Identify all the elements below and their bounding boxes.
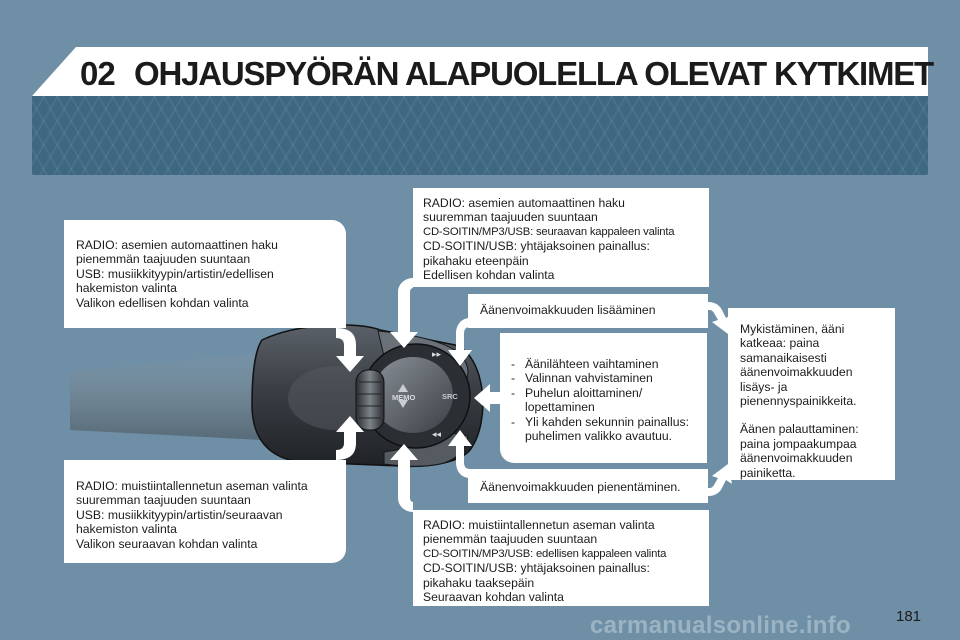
callout-line: Äänenvoimakkuuden lisääminen bbox=[480, 303, 656, 317]
callout-line: pikahaku taaksepäin bbox=[423, 575, 535, 590]
callout-volume-down bbox=[468, 469, 708, 503]
callout-line: Valikon edellisen kohdan valinta bbox=[76, 295, 249, 310]
list-item-line: Yli kahden sekunnin painallus: bbox=[525, 414, 689, 429]
list-item-line: puhelimen valikko avautuu. bbox=[525, 429, 673, 444]
thumbwheel[interactable] bbox=[356, 370, 384, 430]
page-number: 181 bbox=[896, 608, 922, 625]
callout-line: Edellisen kohdan valinta bbox=[423, 268, 555, 283]
callout-line: Mykistäminen, ääni bbox=[740, 322, 845, 336]
callout-line: lisäys- ja bbox=[740, 379, 788, 394]
list-dash: - bbox=[511, 385, 516, 400]
callout-line: suuremman taajuuden suuntaan bbox=[423, 210, 598, 225]
callout-line: suuremman taajuuden suuntaan bbox=[76, 493, 251, 508]
list-item-line: Puhelun aloittaminen/ bbox=[525, 385, 643, 400]
callout-line: painiketta. bbox=[740, 465, 796, 480]
callout-line: pikahaku eteenpäin bbox=[423, 253, 529, 268]
list-item-text bbox=[525, 386, 642, 415]
callout-line: Seuraavan kohdan valinta bbox=[423, 590, 564, 605]
callout-line: RADIO: muistiintallennetun aseman valinta bbox=[423, 518, 655, 532]
callout-line: RADIO: asemien automaattinen haku bbox=[423, 196, 625, 210]
list-item-line: lopettaminen bbox=[525, 400, 595, 415]
watermark: carmanualsonline.info bbox=[590, 612, 852, 639]
callout-radio-seek-down bbox=[64, 220, 346, 328]
list-item-text bbox=[525, 415, 689, 444]
src-label: SRC bbox=[442, 392, 458, 401]
callout-line: Äänen palauttaminen: bbox=[740, 422, 859, 437]
callout-line: pienennyspainikkeita. bbox=[740, 394, 857, 409]
list-dash: - bbox=[511, 414, 516, 429]
callout-radio-preset-up bbox=[64, 460, 346, 563]
list-dash: - bbox=[511, 357, 516, 371]
spacer bbox=[740, 408, 887, 422]
list-item-text: Äänilähteen vaihtaminen bbox=[525, 357, 659, 371]
callout-line: hakemiston valinta bbox=[76, 281, 177, 296]
callout-line: pienemmän taajuuden suuntaan bbox=[423, 532, 598, 547]
callout-line: RADIO: asemien automaattinen haku bbox=[76, 238, 278, 252]
callout-line: katkeaa: paina bbox=[740, 336, 820, 351]
callout-line: äänenvoimakkuuden bbox=[740, 365, 853, 380]
chapter-number: 02 bbox=[80, 55, 115, 92]
callout-source bbox=[500, 333, 707, 463]
list-item bbox=[511, 371, 699, 385]
list-item bbox=[511, 415, 699, 444]
callout-line: Valikon seuraavan kohdan valinta bbox=[76, 536, 258, 551]
callout-line: samanaikaisesti bbox=[740, 350, 827, 365]
previous-icon: ◂◂ bbox=[432, 430, 442, 440]
callout-radio-preset-down bbox=[413, 510, 709, 606]
callout-line: CD-SOITIN/MP3/USB: seuraavan kappaleen valinta bbox=[423, 225, 675, 238]
memo-label: MEMO bbox=[392, 393, 416, 402]
list-item-text: Valinnan vahvistaminen bbox=[525, 371, 653, 386]
callout-line: CD-SOITIN/USB: yhtäjaksoinen painallus: bbox=[423, 239, 650, 254]
callout-line: pienemmän taajuuden suuntaan bbox=[76, 252, 251, 267]
callout-radio-seek-up bbox=[413, 188, 709, 287]
callout-line: USB: musiikkityypin/artistin/seuraavan bbox=[76, 507, 283, 522]
list-item bbox=[511, 357, 699, 371]
callout-line: RADIO: muistiintallennetun aseman valinta bbox=[76, 479, 308, 493]
callout-line: CD-SOITIN/USB: yhtäjaksoinen painallus: bbox=[423, 561, 650, 576]
next-icon: ▸▸ bbox=[432, 350, 442, 360]
callout-line: CD-SOITIN/MP3/USB: edellisen kappaleen valinta bbox=[423, 547, 667, 560]
callout-line: Äänenvoimakkuuden pienentäminen. bbox=[480, 480, 681, 494]
callout-line: USB: musiikkityypin/artistin/edellisen bbox=[76, 266, 274, 281]
list-dash: - bbox=[511, 371, 516, 386]
callout-line: paina jompaakumpaa bbox=[740, 436, 857, 451]
callout-line: hakemiston valinta bbox=[76, 522, 177, 537]
callout-volume-up bbox=[468, 294, 708, 328]
callout-line: äänenvoimakkuuden bbox=[740, 451, 853, 466]
callout-mute bbox=[728, 308, 895, 480]
list-item bbox=[511, 386, 699, 415]
page-title: OHJAUSPYÖRÄN ALAPUOLELLA OLEVAT KYTKIMET bbox=[134, 55, 934, 92]
